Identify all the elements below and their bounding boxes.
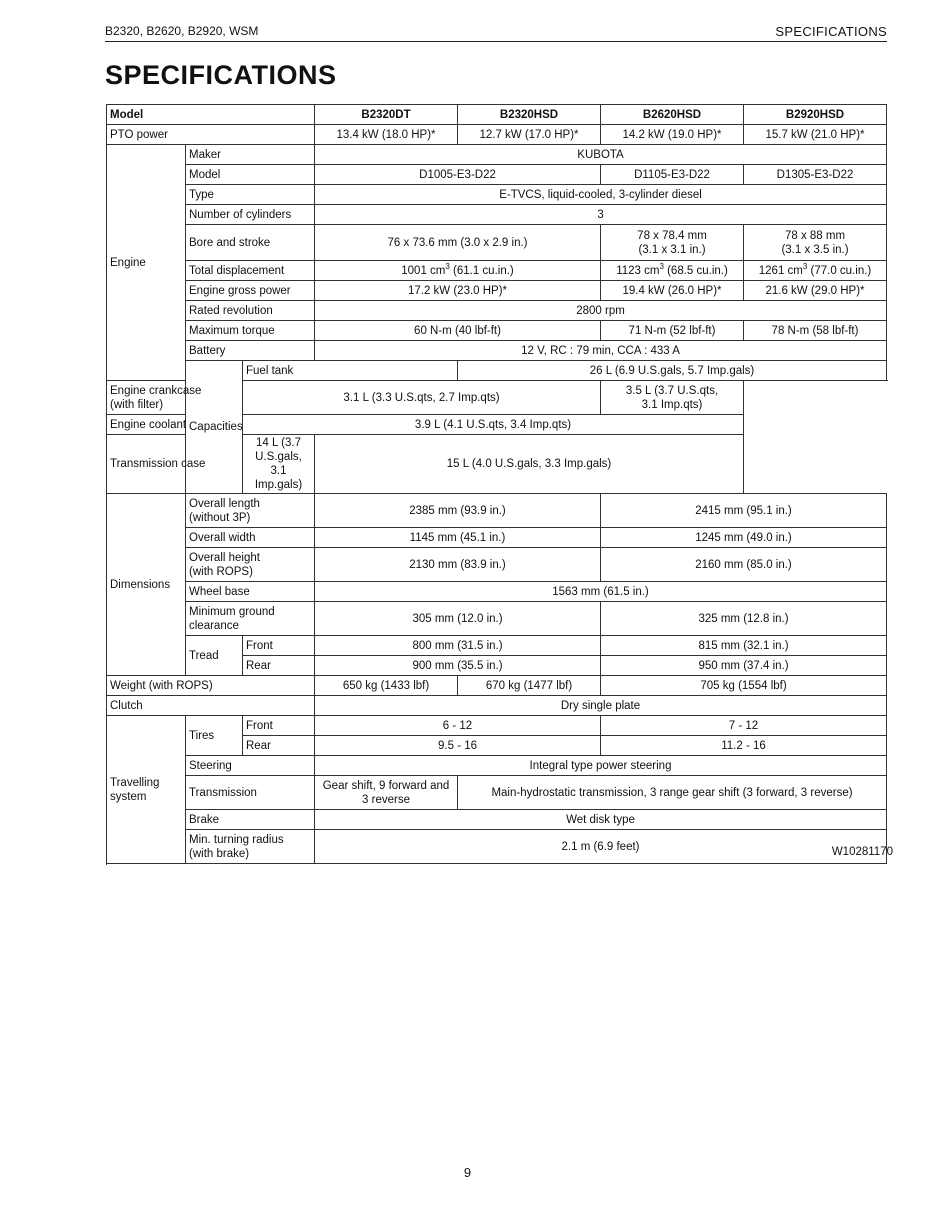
table-cell: D1305-E3-D22 xyxy=(744,165,887,185)
table-row xyxy=(107,361,887,381)
table-row xyxy=(107,830,887,864)
row-label: Type xyxy=(186,185,315,205)
table-row xyxy=(107,225,887,261)
table-cell: 3 xyxy=(315,205,887,225)
row-label: Clutch xyxy=(107,696,315,716)
superscript: 3 xyxy=(445,261,450,271)
table-cell: 2415 mm (95.1 in.) xyxy=(601,494,887,528)
table-cell: 305 mm (12.0 in.) xyxy=(315,602,601,636)
table-row xyxy=(107,125,887,145)
table-cell: Dry single plate xyxy=(315,696,887,716)
table-row xyxy=(107,696,887,716)
cell-text: 1001 cm xyxy=(401,264,446,277)
row-label: Bore and stroke xyxy=(186,225,315,261)
cell-line: (without 3P) xyxy=(189,511,251,524)
table-row xyxy=(107,548,887,582)
table-row xyxy=(107,145,887,165)
table-row xyxy=(107,676,887,696)
cell-text: 1261 cm xyxy=(758,264,803,277)
table-cell: 705 kg (1554 lbf) xyxy=(601,676,887,696)
cell-line: Travelling xyxy=(110,776,160,789)
cell-line: 78 x 88 mm xyxy=(784,229,846,242)
row-label: Brake xyxy=(186,810,315,830)
table-cell: 60 N-m (40 lbf-ft) xyxy=(315,321,601,341)
table-cell: Integral type power steering xyxy=(315,756,887,776)
row-label: Transmission case xyxy=(107,435,243,494)
row-sublabel: Rear xyxy=(243,736,315,756)
cell-line: 14 L (3.7 U.S.gals, xyxy=(255,437,302,463)
row-label: Fuel tank xyxy=(243,361,458,381)
table-cell: Main-hydrostatic transmission, 3 range gear shift (3 forward, 3 reverse) xyxy=(458,776,887,810)
table-row xyxy=(107,381,887,415)
row-label xyxy=(186,602,315,636)
table-cell xyxy=(601,381,744,415)
table-cell: 3.1 L (3.3 U.S.qts, 2.7 Imp.qts) xyxy=(243,381,601,415)
table-row xyxy=(107,165,887,185)
table-cell: 9.5 - 16 xyxy=(315,736,601,756)
row-label: Model xyxy=(186,165,315,185)
table-cell xyxy=(315,261,601,281)
table-cell xyxy=(315,776,458,810)
table-row xyxy=(107,756,887,776)
table-cell: 26 L (6.9 U.S.gals, 5.7 Imp.gals) xyxy=(458,361,887,381)
table-cell: 650 kg (1433 lbf) xyxy=(315,676,458,696)
row-label: Engine gross power xyxy=(186,281,315,301)
group-dimensions: Dimensions xyxy=(107,494,186,676)
table-cell: 2160 mm (85.0 in.) xyxy=(601,548,887,582)
row-label-tread: Tread xyxy=(186,636,243,676)
superscript: 3 xyxy=(802,261,808,271)
model-label: Model xyxy=(107,105,315,125)
cell-text: (61.1 cu.in.) xyxy=(449,264,514,277)
table-cell: 71 N-m (52 lbf-ft) xyxy=(601,321,744,341)
table-cell: 815 mm (32.1 in.) xyxy=(601,636,887,656)
table-cell: Wet disk type xyxy=(315,810,887,830)
row-label: Steering xyxy=(186,756,315,776)
table-row xyxy=(107,602,887,636)
cell-line: (with filter) xyxy=(110,398,164,411)
table-row xyxy=(107,185,887,205)
row-label: Total displacement xyxy=(186,261,315,281)
row-label: Rated revolution xyxy=(186,301,315,321)
table-row xyxy=(107,261,887,281)
cell-line: Minimum ground xyxy=(189,605,275,618)
cell-line: (3.1 x 3.1 in.) xyxy=(638,243,706,256)
table-cell: 2.1 m (6.9 feet) xyxy=(315,830,887,864)
model-b2920hsd: B2920HSD xyxy=(744,105,887,125)
table-cell: 14.2 kW (19.0 HP)* xyxy=(601,125,744,145)
row-label xyxy=(186,830,315,864)
cell-line: Engine crankcase xyxy=(110,384,202,397)
row-label: Transmission xyxy=(186,776,315,810)
model-b2620hsd: B2620HSD xyxy=(601,105,744,125)
cell-line: Overall length xyxy=(189,497,260,510)
row-sublabel: Front xyxy=(243,716,315,736)
header-rule xyxy=(105,41,887,42)
cell-line: clearance xyxy=(189,619,239,632)
table-cell: 1145 mm (45.1 in.) xyxy=(315,528,601,548)
pto-label: PTO power xyxy=(107,125,315,145)
group-travelling xyxy=(107,716,186,864)
table-row xyxy=(107,582,887,602)
cell-line: Min. turning radius xyxy=(189,833,284,846)
table-cell: 325 mm (12.8 in.) xyxy=(601,602,887,636)
table-row xyxy=(107,636,887,656)
table-cell: 11.2 - 16 xyxy=(601,736,887,756)
header-left-text: B2320, B2620, B2920, WSM xyxy=(105,24,259,38)
row-label: Engine coolant xyxy=(107,415,243,435)
row-sublabel: Rear xyxy=(243,656,315,676)
table-cell: 1563 mm (61.5 in.) xyxy=(315,582,887,602)
table-cell xyxy=(744,261,887,281)
cell-text: (68.5 cu.in.) xyxy=(663,264,728,277)
row-label: Number of cylinders xyxy=(186,205,315,225)
row-label-tires: Tires xyxy=(186,716,243,756)
table-cell: 1245 mm (49.0 in.) xyxy=(601,528,887,548)
table-row xyxy=(107,776,887,810)
table-cell xyxy=(744,225,887,261)
table-cell: KUBOTA xyxy=(315,145,887,165)
table-row xyxy=(107,716,887,736)
table-cell: 21.6 kW (29.0 HP)* xyxy=(744,281,887,301)
spec-table xyxy=(106,104,887,864)
row-label: Weight (with ROPS) xyxy=(107,676,315,696)
table-cell: D1105-E3-D22 xyxy=(601,165,744,185)
table-cell: E-TVCS, liquid-cooled, 3-cylinder diesel xyxy=(315,185,887,205)
table-cell: D1005-E3-D22 xyxy=(315,165,601,185)
table-cell: 900 mm (35.5 in.) xyxy=(315,656,601,676)
table-cell xyxy=(243,435,315,494)
table-row xyxy=(107,321,887,341)
table-cell: 19.4 kW (26.0 HP)* xyxy=(601,281,744,301)
table-cell: 800 mm (31.5 in.) xyxy=(315,636,601,656)
group-engine: Engine xyxy=(107,145,186,381)
row-label: Battery xyxy=(186,341,315,361)
table-cell: 2385 mm (93.9 in.) xyxy=(315,494,601,528)
table-cell: 15.7 kW (21.0 HP)* xyxy=(744,125,887,145)
table-row xyxy=(107,105,887,125)
header-right-text: SPECIFICATIONS xyxy=(775,24,887,39)
table-cell: 6 - 12 xyxy=(315,716,601,736)
table-row xyxy=(107,301,887,321)
model-b2320hsd: B2320HSD xyxy=(458,105,601,125)
row-label xyxy=(186,494,315,528)
cell-line: 3 reverse xyxy=(362,793,410,806)
table-row xyxy=(107,435,887,494)
table-cell: 670 kg (1477 lbf) xyxy=(458,676,601,696)
table-row xyxy=(107,494,887,528)
table-cell: 12 V, RC : 79 min, CCA : 433 A xyxy=(315,341,887,361)
table-cell: 2130 mm (83.9 in.) xyxy=(315,548,601,582)
cell-line: Overall height xyxy=(189,551,260,564)
page-number: 9 xyxy=(463,1165,472,1180)
cell-line: (with ROPS) xyxy=(189,565,253,578)
cell-line: 3.1 Imp.gals) xyxy=(254,465,303,491)
table-cell: 7 - 12 xyxy=(601,716,887,736)
row-label: Overall width xyxy=(186,528,315,548)
model-b2320dt: B2320DT xyxy=(315,105,458,125)
row-label xyxy=(186,548,315,582)
table-cell xyxy=(601,261,744,281)
row-sublabel: Front xyxy=(243,636,315,656)
row-label xyxy=(107,381,243,415)
cell-line: 3.5 L (3.7 U.S.qts, xyxy=(625,384,719,397)
group-capacities: Capacities xyxy=(186,361,243,494)
row-label: Maker xyxy=(186,145,315,165)
cell-text: 1123 cm xyxy=(616,264,660,277)
table-row xyxy=(107,281,887,301)
document-code: W10281170 xyxy=(831,846,893,858)
table-cell: 3.9 L (4.1 U.S.qts, 3.4 Imp.qts) xyxy=(243,415,744,435)
row-label: Maximum torque xyxy=(186,321,315,341)
row-label: Wheel base xyxy=(186,582,315,602)
table-cell: 78 N-m (58 lbf-ft) xyxy=(744,321,887,341)
table-cell: 15 L (4.0 U.S.gals, 3.3 Imp.gals) xyxy=(315,435,744,494)
table-cell: 13.4 kW (18.0 HP)* xyxy=(315,125,458,145)
table-row xyxy=(107,341,887,361)
table-cell: 12.7 kW (17.0 HP)* xyxy=(458,125,601,145)
table-cell: 950 mm (37.4 in.) xyxy=(601,656,887,676)
table-row xyxy=(107,205,887,225)
cell-text: (77.0 cu.in.) xyxy=(807,264,872,277)
cell-line: 3.1 Imp.qts) xyxy=(641,398,703,411)
cell-line: system xyxy=(110,790,147,803)
superscript: 3 xyxy=(659,261,664,271)
cell-line: (with brake) xyxy=(189,847,250,860)
table-cell: 76 x 73.6 mm (3.0 x 2.9 in.) xyxy=(315,225,601,261)
table-cell xyxy=(601,225,744,261)
table-row xyxy=(107,810,887,830)
page-title: SPECIFICATIONS xyxy=(105,60,337,90)
cell-line: 78 x 78.4 mm xyxy=(637,229,707,242)
table-row xyxy=(107,528,887,548)
cell-line: (3.1 x 3.5 in.) xyxy=(781,243,849,256)
table-cell: 2800 rpm xyxy=(315,301,887,321)
cell-line: Gear shift, 9 forward and xyxy=(322,779,450,792)
table-cell: 17.2 kW (23.0 HP)* xyxy=(315,281,601,301)
